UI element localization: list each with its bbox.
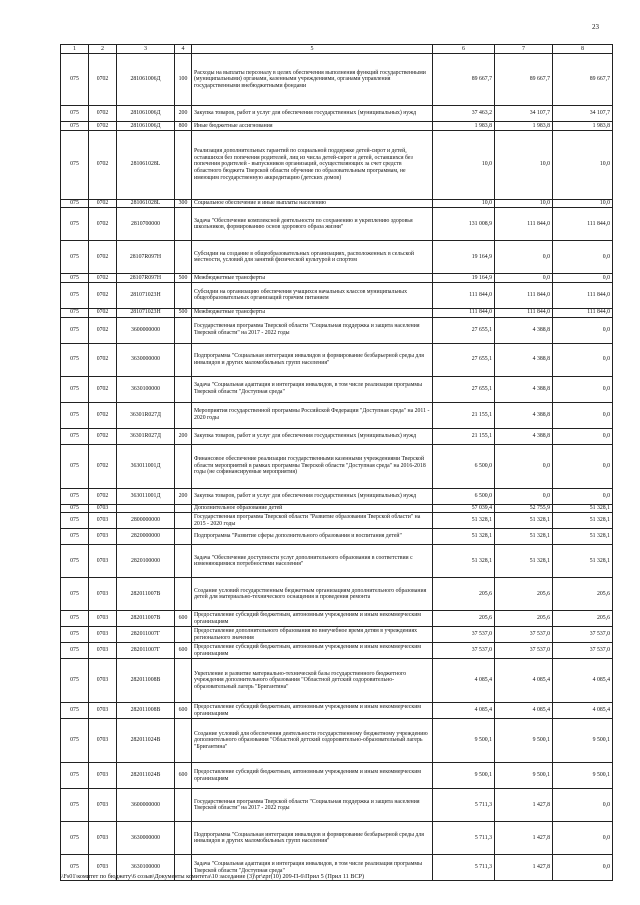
table-row xyxy=(61,659,613,703)
cell-description: Расходы на выплаты персоналу в целях обеспечения выполнения функций государственными (муниципальными) органами, казенными учреждениями, органами управления государственными внебюджетными фондами xyxy=(192,54,433,106)
table-row xyxy=(61,763,613,789)
cell-amount-3: 51 328,1 xyxy=(553,513,613,529)
cell-ministry-code: 075 xyxy=(61,130,89,199)
cell-amount-1: 27 655,1 xyxy=(433,376,495,402)
cell-amount-3: 34 107,7 xyxy=(553,106,613,122)
cell-amount-2: 111 844,0 xyxy=(495,282,553,308)
cell-amount-3: 111 844,0 xyxy=(553,208,613,241)
table-row xyxy=(61,643,613,659)
column-header: 7 xyxy=(495,45,553,54)
cell-amount-3: 9 500,1 xyxy=(553,763,613,789)
cell-amount-3: 89 667,7 xyxy=(553,54,613,106)
cell-amount-3: 10,0 xyxy=(553,199,613,208)
cell-expense-type xyxy=(175,376,192,402)
cell-section-code: 0702 xyxy=(89,444,117,488)
cell-ministry-code: 075 xyxy=(61,488,89,504)
cell-amount-3: 10,0 xyxy=(553,130,613,199)
cell-section-code: 0703 xyxy=(89,504,117,513)
cell-description: Государственная программа Тверской области "Социальная поддержка и защита населения Тверской области" на 2017 - 2022 годы xyxy=(192,789,433,822)
cell-ministry-code: 075 xyxy=(61,529,89,545)
table-row xyxy=(61,504,613,513)
cell-expense-type: 200 xyxy=(175,488,192,504)
table-row xyxy=(61,208,613,241)
cell-target-code: 281061028L xyxy=(117,130,175,199)
cell-target-code: 3630000000 xyxy=(117,343,175,376)
cell-expense-type: 300 xyxy=(175,199,192,208)
cell-section-code: 0703 xyxy=(89,545,117,578)
table-row xyxy=(61,402,613,428)
cell-amount-1: 19 164,9 xyxy=(433,274,495,283)
cell-target-code: 3630100000 xyxy=(117,855,175,881)
column-header: 4 xyxy=(175,45,192,54)
cell-ministry-code: 075 xyxy=(61,241,89,274)
cell-amount-3: 0,0 xyxy=(553,317,613,343)
cell-section-code: 0703 xyxy=(89,513,117,529)
cell-target-code: 28107R097H xyxy=(117,241,175,274)
cell-description: Задача "Обеспечение комплексной деятельности по сохранению и укреплению здоровья школьников, формированию основ здорового образа жизни" xyxy=(192,208,433,241)
cell-amount-3: 4 085,4 xyxy=(553,703,613,719)
cell-description: Предоставление субсидий бюджетным, автономным учреждениям и иным некоммерческим организациям xyxy=(192,703,433,719)
cell-amount-1: 4 085,4 xyxy=(433,703,495,719)
cell-amount-3: 0,0 xyxy=(553,376,613,402)
column-header: 1 xyxy=(61,45,89,54)
cell-target-code: 363011001Д xyxy=(117,488,175,504)
cell-amount-1: 89 667,7 xyxy=(433,54,495,106)
cell-description: Субсидии на создание в общеобразовательных организациях, расположенных в сельской местности, условий для занятий физической культурой и спортом xyxy=(192,241,433,274)
cell-description: Финансовое обеспечение реализации государственными казенными учреждениями Тверской области мероприятий в рамках программы Тверской области "Доступная среда" на 2016-2018 годы (не софинансируемые мероприятия) xyxy=(192,444,433,488)
cell-expense-type xyxy=(175,343,192,376)
table-row xyxy=(61,308,613,317)
table-row xyxy=(61,274,613,283)
cell-amount-2: 1 427,8 xyxy=(495,789,553,822)
cell-amount-1: 1 983,8 xyxy=(433,122,495,131)
cell-ministry-code: 075 xyxy=(61,376,89,402)
cell-amount-2: 0,0 xyxy=(495,444,553,488)
cell-expense-type: 500 xyxy=(175,308,192,317)
cell-expense-type xyxy=(175,627,192,643)
cell-target-code: 282011007Г xyxy=(117,643,175,659)
cell-ministry-code: 075 xyxy=(61,208,89,241)
cell-amount-2: 111 844,0 xyxy=(495,208,553,241)
cell-description: Задача "Обеспечение доступности услуг дополнительного образования в соответствии с изменяющимися потребностями населения" xyxy=(192,545,433,578)
cell-amount-3: 0,0 xyxy=(553,428,613,444)
cell-target-code: 2820100000 xyxy=(117,545,175,578)
cell-description: Закупка товаров, работ и услуг для обеспечения государственных (муниципальных) нужд xyxy=(192,488,433,504)
cell-amount-1: 51 328,1 xyxy=(433,545,495,578)
cell-section-code: 0702 xyxy=(89,54,117,106)
table-row xyxy=(61,317,613,343)
column-header-row xyxy=(61,45,613,54)
cell-amount-1: 37 463,2 xyxy=(433,106,495,122)
cell-section-code: 0703 xyxy=(89,643,117,659)
cell-description: Реализация дополнительных гарантий по социальной поддержке детей-сирот и детей, оставшихся без попечения родителей, лиц из числа детей-сирот и детей, оставшихся без попечения родителей - выпускников организаций, осуществляющих за счет средств областного бюджета Тверской области обучение по образовательным программам, не имеющим государственную аккредитацию (детских домов) xyxy=(192,130,433,199)
cell-amount-2: 4 388,8 xyxy=(495,343,553,376)
cell-ministry-code: 075 xyxy=(61,627,89,643)
cell-section-code: 0702 xyxy=(89,130,117,199)
table-row xyxy=(61,199,613,208)
cell-amount-2: 51 328,1 xyxy=(495,529,553,545)
cell-amount-2: 34 107,7 xyxy=(495,106,553,122)
cell-amount-2: 0,0 xyxy=(495,241,553,274)
cell-ministry-code: 075 xyxy=(61,343,89,376)
cell-amount-2: 4 085,4 xyxy=(495,703,553,719)
cell-expense-type: 200 xyxy=(175,428,192,444)
cell-ministry-code: 075 xyxy=(61,308,89,317)
cell-target-code: 281061028L xyxy=(117,199,175,208)
cell-description: Межбюджетные трансферты xyxy=(192,274,433,283)
cell-ministry-code: 075 xyxy=(61,763,89,789)
cell-amount-3: 0,0 xyxy=(553,855,613,881)
cell-amount-2: 111 844,0 xyxy=(495,308,553,317)
cell-section-code: 0703 xyxy=(89,659,117,703)
cell-amount-3: 0,0 xyxy=(553,343,613,376)
cell-section-code: 0702 xyxy=(89,317,117,343)
cell-section-code: 0702 xyxy=(89,376,117,402)
cell-description: Закупка товаров, работ и услуг для обеспечения государственных (муниципальных) нужд xyxy=(192,106,433,122)
cell-target-code: 281061006Д xyxy=(117,106,175,122)
column-header: 6 xyxy=(433,45,495,54)
column-header: 2 xyxy=(89,45,117,54)
table-row xyxy=(61,130,613,199)
cell-description: Межбюджетные трансферты xyxy=(192,308,433,317)
cell-expense-type xyxy=(175,444,192,488)
cell-amount-2: 4 388,8 xyxy=(495,376,553,402)
table-row xyxy=(61,428,613,444)
cell-amount-2: 1 427,8 xyxy=(495,822,553,855)
cell-amount-1: 57 039,4 xyxy=(433,504,495,513)
table-row xyxy=(61,54,613,106)
cell-target-code: 36301R027Д xyxy=(117,402,175,428)
cell-section-code: 0703 xyxy=(89,703,117,719)
cell-ministry-code: 075 xyxy=(61,513,89,529)
cell-expense-type xyxy=(175,317,192,343)
cell-ministry-code: 075 xyxy=(61,282,89,308)
cell-description: Подпрограмма "Социальная интеграция инвалидов и формирование безбарьерной среды для инвалидов и других маломобильных групп населения" xyxy=(192,343,433,376)
cell-section-code: 0702 xyxy=(89,343,117,376)
cell-description: Предоставление субсидий бюджетным, автономным учреждениям и иным некоммерческим организациям xyxy=(192,611,433,627)
table-row xyxy=(61,122,613,131)
cell-ministry-code: 075 xyxy=(61,611,89,627)
cell-target-code: 282011024B xyxy=(117,763,175,789)
cell-amount-1: 111 844,0 xyxy=(433,308,495,317)
column-header: 8 xyxy=(553,45,613,54)
cell-amount-2: 9 500,1 xyxy=(495,763,553,789)
cell-amount-2: 1 983,8 xyxy=(495,122,553,131)
cell-amount-2: 51 328,1 xyxy=(495,513,553,529)
cell-section-code: 0703 xyxy=(89,855,117,881)
cell-ministry-code: 075 xyxy=(61,199,89,208)
cell-ministry-code: 075 xyxy=(61,444,89,488)
cell-section-code: 0702 xyxy=(89,199,117,208)
cell-amount-2: 37 537,0 xyxy=(495,643,553,659)
cell-description: Предоставление субсидий бюджетным, автономным учреждениям и иным некоммерческим организациям xyxy=(192,643,433,659)
cell-target-code: 3600000000 xyxy=(117,317,175,343)
cell-ministry-code: 075 xyxy=(61,789,89,822)
cell-amount-1: 27 655,1 xyxy=(433,317,495,343)
cell-expense-type xyxy=(175,130,192,199)
cell-amount-1: 51 328,1 xyxy=(433,529,495,545)
cell-amount-3: 37 537,0 xyxy=(553,627,613,643)
cell-amount-2: 4 388,8 xyxy=(495,317,553,343)
cell-expense-type xyxy=(175,545,192,578)
cell-amount-2: 37 537,0 xyxy=(495,627,553,643)
cell-expense-type: 100 xyxy=(175,54,192,106)
cell-section-code: 0702 xyxy=(89,308,117,317)
cell-section-code: 0702 xyxy=(89,274,117,283)
cell-section-code: 0703 xyxy=(89,611,117,627)
table-row xyxy=(61,529,613,545)
cell-amount-1: 131 008,9 xyxy=(433,208,495,241)
table-row xyxy=(61,241,613,274)
cell-description: Дополнительное образование детей xyxy=(192,504,433,513)
cell-target-code xyxy=(117,504,175,513)
cell-expense-type: 600 xyxy=(175,763,192,789)
cell-amount-3: 0,0 xyxy=(553,444,613,488)
cell-ministry-code: 075 xyxy=(61,274,89,283)
cell-amount-1: 5 711,3 xyxy=(433,855,495,881)
cell-expense-type: 200 xyxy=(175,106,192,122)
cell-description: Субсидии на организацию обеспечения учащихся начальных классов муниципальных общеобразовательных организаций горячим питанием xyxy=(192,282,433,308)
cell-expense-type xyxy=(175,719,192,763)
cell-amount-1: 5 711,3 xyxy=(433,822,495,855)
cell-amount-1: 51 328,1 xyxy=(433,513,495,529)
table-row xyxy=(61,627,613,643)
cell-amount-2: 0,0 xyxy=(495,488,553,504)
cell-section-code: 0703 xyxy=(89,627,117,643)
cell-description: Создание условий для обеспечения деятельности государственному бюджетному учреждению дополнительного образования "Областной детский оздоровительно-образовательный лагерь "Бригантина" xyxy=(192,719,433,763)
cell-ministry-code: 075 xyxy=(61,504,89,513)
cell-description: Мероприятия государственной программы Российской Федерации "Доступная среда" на 2011 - 2020 годы xyxy=(192,402,433,428)
cell-amount-3: 0,0 xyxy=(553,822,613,855)
table-row xyxy=(61,488,613,504)
table-row xyxy=(61,513,613,529)
cell-description: Государственная программа Тверской области "Социальная поддержка и защита населения Тверской области" на 2017 - 2022 годы xyxy=(192,317,433,343)
cell-target-code: 3630000000 xyxy=(117,822,175,855)
cell-description: Государственная программа Тверской области "Развитие образования Тверской области" на 2015 - 2020 годы xyxy=(192,513,433,529)
table-row xyxy=(61,106,613,122)
cell-amount-3: 51 328,1 xyxy=(553,545,613,578)
cell-description: Задача "Социальная адаптация и интеграция инвалидов, в том числе реализация программы Тверской области "Доступная среда" xyxy=(192,855,433,881)
cell-amount-3: 1 983,8 xyxy=(553,122,613,131)
cell-target-code: 281071023H xyxy=(117,308,175,317)
cell-expense-type: 500 xyxy=(175,274,192,283)
table-row xyxy=(61,789,613,822)
cell-expense-type xyxy=(175,578,192,611)
cell-section-code: 0702 xyxy=(89,428,117,444)
cell-target-code: 282011024B xyxy=(117,719,175,763)
cell-section-code: 0702 xyxy=(89,488,117,504)
footer-file-path: \\Fs01\комитет по бюджету\6 созыв\Документы комитета\10 заседание (3)\pr\zpr(10) 209-П-6\Прил 5 (Прил 11 ВСР) xyxy=(60,873,365,880)
cell-ministry-code: 075 xyxy=(61,855,89,881)
cell-ministry-code: 075 xyxy=(61,402,89,428)
cell-expense-type: 600 xyxy=(175,643,192,659)
cell-target-code: 2800000000 xyxy=(117,513,175,529)
cell-description: Создание условий государственным бюджетным организациям дополнительного образования детей для материально-технического оснащения и проведения ремонта xyxy=(192,578,433,611)
cell-amount-2: 52 755,9 xyxy=(495,504,553,513)
cell-target-code: 363011001Д xyxy=(117,444,175,488)
cell-section-code: 0703 xyxy=(89,763,117,789)
cell-expense-type xyxy=(175,513,192,529)
cell-description: Предоставление субсидий бюджетным, автономным учреждениям и иным некоммерческим организациям xyxy=(192,763,433,789)
cell-section-code: 0703 xyxy=(89,789,117,822)
cell-amount-2: 4 388,8 xyxy=(495,402,553,428)
cell-amount-3: 111 844,0 xyxy=(553,282,613,308)
cell-amount-1: 205,6 xyxy=(433,578,495,611)
cell-amount-2: 10,0 xyxy=(495,130,553,199)
cell-ministry-code: 075 xyxy=(61,719,89,763)
cell-target-code: 36301R027Д xyxy=(117,428,175,444)
table-row xyxy=(61,343,613,376)
cell-target-code: 281071023H xyxy=(117,282,175,308)
cell-expense-type: 600 xyxy=(175,611,192,627)
cell-amount-1: 111 844,0 xyxy=(433,282,495,308)
cell-amount-2: 0,0 xyxy=(495,274,553,283)
cell-amount-2: 205,6 xyxy=(495,611,553,627)
cell-section-code: 0702 xyxy=(89,122,117,131)
cell-expense-type xyxy=(175,208,192,241)
cell-target-code: 282011008В xyxy=(117,703,175,719)
cell-target-code: 28107R097H xyxy=(117,274,175,283)
cell-amount-2: 4 085,4 xyxy=(495,659,553,703)
cell-description: Укрепление и развитие материально-технической базы государственного бюджетного учреждения дополнительного образования "Областной детский оздоровительно-образовательный лагерь "Бригантина" xyxy=(192,659,433,703)
cell-target-code: 282011007B xyxy=(117,611,175,627)
cell-ministry-code: 075 xyxy=(61,659,89,703)
cell-amount-3: 0,0 xyxy=(553,402,613,428)
cell-amount-2: 4 388,8 xyxy=(495,428,553,444)
page-number: 23 xyxy=(592,23,599,31)
cell-amount-3: 51 328,1 xyxy=(553,529,613,545)
table-row xyxy=(61,578,613,611)
cell-expense-type xyxy=(175,789,192,822)
cell-amount-1: 6 500,0 xyxy=(433,444,495,488)
cell-section-code: 0702 xyxy=(89,282,117,308)
cell-amount-1: 9 500,1 xyxy=(433,719,495,763)
cell-target-code: 281061006Д xyxy=(117,54,175,106)
cell-ministry-code: 075 xyxy=(61,54,89,106)
cell-target-code: 282011007Г xyxy=(117,627,175,643)
cell-amount-1: 19 164,9 xyxy=(433,241,495,274)
column-header: 5 xyxy=(192,45,433,54)
cell-ministry-code: 075 xyxy=(61,822,89,855)
cell-amount-1: 37 537,0 xyxy=(433,643,495,659)
cell-amount-1: 37 537,0 xyxy=(433,627,495,643)
cell-expense-type: 800 xyxy=(175,122,192,131)
cell-target-code: 2820000000 xyxy=(117,529,175,545)
cell-amount-3: 205,6 xyxy=(553,578,613,611)
table-row xyxy=(61,545,613,578)
cell-target-code: 282011008В xyxy=(117,659,175,703)
cell-expense-type: 600 xyxy=(175,703,192,719)
cell-description: Социальное обеспечение и иные выплаты населению xyxy=(192,199,433,208)
cell-amount-2: 205,6 xyxy=(495,578,553,611)
cell-description: Предоставление дополнительного образования во внеучебное время детям в учреждениях регионального значения xyxy=(192,627,433,643)
cell-expense-type xyxy=(175,659,192,703)
cell-amount-1: 10,0 xyxy=(433,130,495,199)
cell-ministry-code: 075 xyxy=(61,643,89,659)
cell-expense-type xyxy=(175,822,192,855)
cell-amount-1: 6 500,0 xyxy=(433,488,495,504)
cell-amount-3: 0,0 xyxy=(553,789,613,822)
cell-amount-1: 205,6 xyxy=(433,611,495,627)
cell-section-code: 0702 xyxy=(89,241,117,274)
cell-amount-3: 205,6 xyxy=(553,611,613,627)
cell-amount-1: 21 155,1 xyxy=(433,428,495,444)
table-body xyxy=(61,54,613,881)
cell-amount-2: 9 500,1 xyxy=(495,719,553,763)
cell-section-code: 0703 xyxy=(89,822,117,855)
cell-expense-type xyxy=(175,504,192,513)
cell-target-code: 3600000000 xyxy=(117,789,175,822)
cell-ministry-code: 075 xyxy=(61,122,89,131)
cell-ministry-code: 075 xyxy=(61,703,89,719)
table-row xyxy=(61,703,613,719)
cell-section-code: 0703 xyxy=(89,529,117,545)
cell-amount-2: 51 328,1 xyxy=(495,545,553,578)
cell-target-code: 282011007B xyxy=(117,578,175,611)
cell-description: Иные бюджетные ассигнования xyxy=(192,122,433,131)
cell-amount-3: 51 328,1 xyxy=(553,504,613,513)
cell-amount-3: 0,0 xyxy=(553,241,613,274)
table-row xyxy=(61,822,613,855)
cell-amount-2: 10,0 xyxy=(495,199,553,208)
table-row xyxy=(61,611,613,627)
cell-amount-2: 1 427,8 xyxy=(495,855,553,881)
cell-amount-1: 21 155,1 xyxy=(433,402,495,428)
cell-section-code: 0702 xyxy=(89,208,117,241)
cell-amount-3: 4 085,4 xyxy=(553,659,613,703)
cell-description: Подпрограмма "Социальная интеграция инвалидов и формирование безбарьерной среды для инвалидов и других маломобильных групп населения" xyxy=(192,822,433,855)
cell-amount-1: 4 085,4 xyxy=(433,659,495,703)
cell-section-code: 0702 xyxy=(89,106,117,122)
cell-amount-1: 27 655,1 xyxy=(433,343,495,376)
cell-expense-type xyxy=(175,241,192,274)
cell-amount-3: 9 500,1 xyxy=(553,719,613,763)
cell-expense-type xyxy=(175,529,192,545)
cell-description: Задача "Социальная адаптация и интеграция инвалидов, в том числе реализация программы Тверской области "Доступная среда" xyxy=(192,376,433,402)
cell-expense-type xyxy=(175,402,192,428)
table-row xyxy=(61,376,613,402)
cell-amount-1: 5 711,3 xyxy=(433,789,495,822)
cell-amount-3: 0,0 xyxy=(553,488,613,504)
cell-ministry-code: 075 xyxy=(61,106,89,122)
cell-ministry-code: 075 xyxy=(61,428,89,444)
cell-section-code: 0702 xyxy=(89,402,117,428)
cell-description: Закупка товаров, работ и услуг для обеспечения государственных (муниципальных) нужд xyxy=(192,428,433,444)
cell-target-code: 3630100000 xyxy=(117,376,175,402)
cell-amount-1: 9 500,1 xyxy=(433,763,495,789)
cell-amount-3: 37 537,0 xyxy=(553,643,613,659)
cell-target-code: 281061006Д xyxy=(117,122,175,131)
cell-amount-3: 0,0 xyxy=(553,274,613,283)
column-header: 3 xyxy=(117,45,175,54)
cell-section-code: 0703 xyxy=(89,578,117,611)
table-row xyxy=(61,282,613,308)
cell-ministry-code: 075 xyxy=(61,317,89,343)
cell-amount-3: 111 844,0 xyxy=(553,308,613,317)
cell-amount-2: 89 667,7 xyxy=(495,54,553,106)
cell-ministry-code: 075 xyxy=(61,578,89,611)
cell-ministry-code: 075 xyxy=(61,545,89,578)
cell-expense-type xyxy=(175,282,192,308)
budget-table xyxy=(60,44,613,881)
cell-description: Подпрограмма "Развитие сферы дополнительного образования и воспитания детей" xyxy=(192,529,433,545)
table-row xyxy=(61,444,613,488)
cell-section-code: 0703 xyxy=(89,719,117,763)
cell-amount-1: 10,0 xyxy=(433,199,495,208)
table-row xyxy=(61,719,613,763)
cell-target-code: 2810700000 xyxy=(117,208,175,241)
